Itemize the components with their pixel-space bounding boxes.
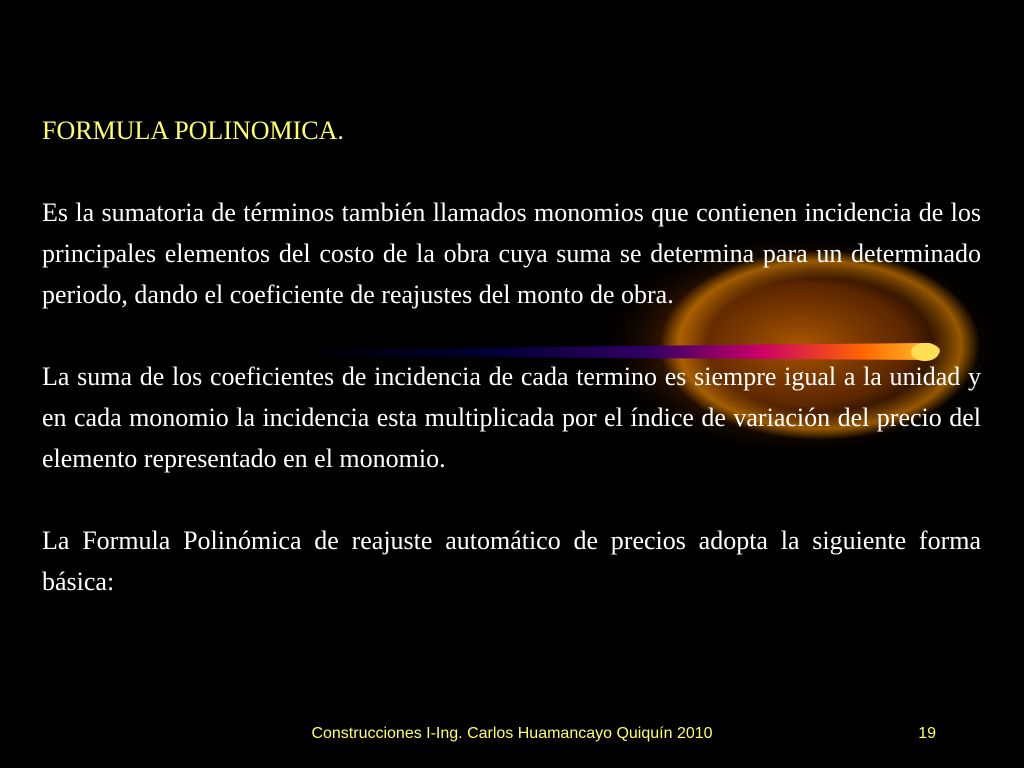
paragraph-basic-form: La Formula Polinómica de reajuste automático de precios adopta la siguiente forma básica:	[42, 526, 981, 596]
paragraph-definition: Es la sumatoria de términos también llamados monomios que contienen incidencia de los principales elementos del costo de la obra cuya suma se determina para un determinado periodo, dando el coeficiente de reajustes del monto de obra.	[42, 198, 981, 309]
slide-title: FORMULA POLINOMICA.	[42, 116, 344, 145]
slide-number: 19	[918, 725, 936, 742]
slide-footer: Construcciones I-Ing. Carlos Huamancayo Quiquín 2010	[311, 725, 713, 742]
slide-body	[42, 110, 981, 602]
paragraph-coefficients: La suma de los coeficientes de incidencia de cada termino es siempre igual a la unidad y en cada monomio la incidencia esta multiplicada por el índice de variación del precio del elemento representado en el monomio.	[42, 362, 981, 473]
